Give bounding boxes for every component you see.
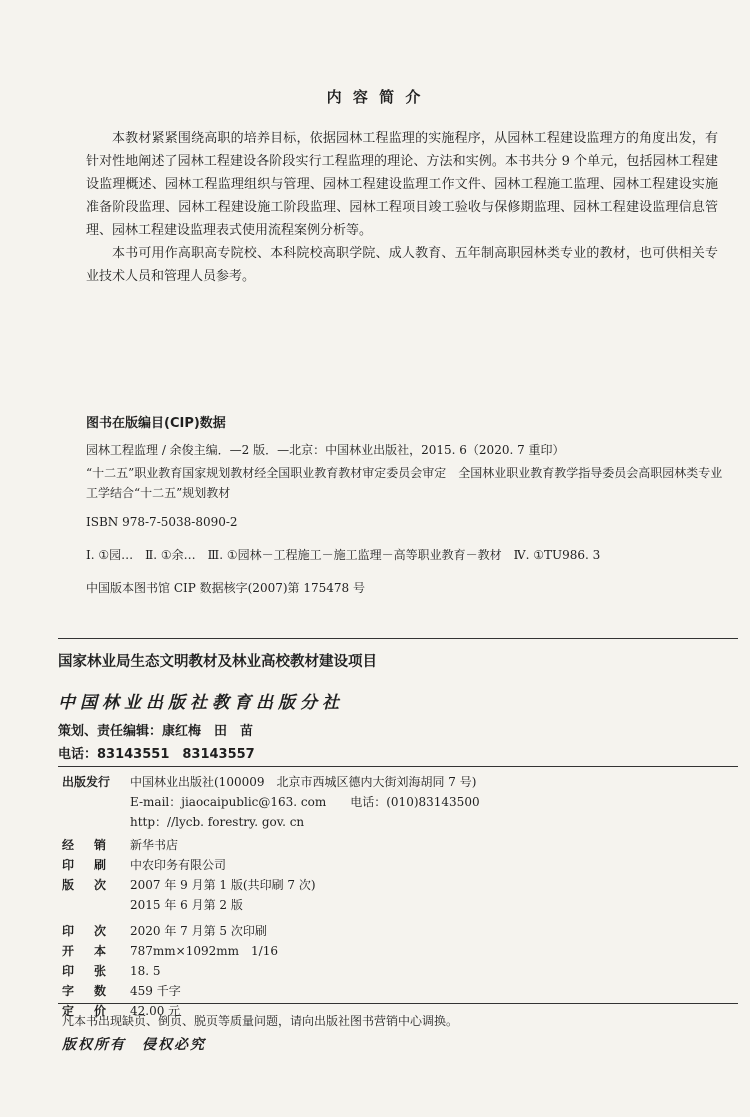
imprint-email: E-mail：jiaocaipublic@163. com 电话：(010)83143500 bbox=[130, 795, 480, 809]
summary-paragraph-2: 本书可用作高职高专院校、本科院校高职学院、成人教育、五年制高职园林类专业的教材，也可供相关专业技术人员和管理人员参考。 bbox=[86, 246, 718, 284]
cip-title: 图书在版编目(CIP)数据 bbox=[86, 416, 226, 431]
imprint-row: 开 本 787mm×1092mm 1/16 bbox=[62, 941, 722, 961]
imprint-distributor: 新华书店 bbox=[130, 838, 179, 852]
divider-bottom bbox=[58, 1003, 738, 1004]
rights-notice: 版权所有 侵权必究 bbox=[62, 1037, 206, 1053]
imprint-row: 版 次 2007 年 9 月第 1 版(共印刷 7 次) bbox=[62, 875, 722, 895]
imprint-url: http：//lycb. forestry. gov. cn bbox=[130, 815, 305, 829]
summary-paragraph-1: 本教材紧紧围绕高职的培养目标，依据园林工程监理的实施程序，从园林工程建设监理方的角度出发，有针对性地阐述了园林工程建设各阶段实行工程监理的理论、方法和实例。本书共分 9 个单元，包括园林工程建设监理概述、园林工程监理组织与管理、园林工程建设监理工作文件、园林工程施工监理、园林工程建设实施准备阶段监理、园林工程建设施工阶段监理、园林工程项目竣工验收与保修期监理、园林工程建设监理信息管理、园林工程建设监理表式使用流程案例分析等。 bbox=[86, 131, 718, 238]
cip-verification: 中国版本图书馆 CIP 数据核字(2007)第 175478 号 bbox=[86, 581, 365, 595]
imprint-word-count: 459 千字 bbox=[130, 984, 181, 998]
imprint-publish-address: 中国林业出版社(100009 北京市西城区德内大街刘海胡同 7 号) bbox=[130, 775, 477, 789]
imprint-row-email bbox=[62, 792, 722, 812]
imprint-row: 定 价 42.00 元 bbox=[62, 1001, 722, 1021]
imprint-row: 印 张 18. 5 bbox=[62, 961, 722, 981]
imprint-sheets: 18. 5 bbox=[130, 964, 161, 978]
imprint-row bbox=[62, 895, 722, 915]
imprint-row: 印 刷 中农印务有限公司 bbox=[62, 855, 722, 875]
imprint-row: 字 数 459 千字 bbox=[62, 981, 722, 1001]
imprint-label-publish: 出版发行 bbox=[62, 775, 111, 789]
imprint-row: 印 次 2020 年 7 月第 5 次印刷 bbox=[62, 921, 722, 941]
divider-middle bbox=[58, 766, 738, 767]
summary-body bbox=[86, 127, 718, 288]
defect-notice: 凡本书出现缺页、倒页、脱页等质量问题，请向出版社图书营销中心调换。 bbox=[62, 1014, 459, 1028]
cip-classification: Ⅰ. ①园… Ⅱ. ①余… Ⅲ. ①园林－工程施工－施工监理－高等职业教育－教材 Ⅳ. ①TU986. 3 bbox=[86, 548, 601, 562]
imprint-edition: 2007 年 9 月第 1 版(共印刷 7 次) bbox=[130, 878, 316, 892]
imprint-printer: 中农印务有限公司 bbox=[130, 858, 227, 872]
publisher-brand: 中国林业出版社教育出版分社 bbox=[58, 693, 344, 713]
imprint-edition-2: 2015 年 6 月第 2 版 bbox=[130, 898, 243, 912]
project-title: 国家林业局生态文明教材及林业高校教材建设项目 bbox=[58, 654, 377, 670]
cip-record-1: 园林工程监理 / 余俊主编．—2 版．—北京：中国林业出版社，2015. 6（2020. 7 重印） bbox=[86, 443, 565, 457]
summary-heading: 内 容 简 介 bbox=[326, 88, 424, 106]
editors-line: 策划、责任编辑：康红梅 田 苗 bbox=[58, 724, 254, 739]
divider-top bbox=[58, 638, 738, 639]
cip-isbn: ISBN 978-7-5038-8090-2 bbox=[86, 515, 238, 529]
cip-record-2: “十二五”职业教育国家规划教材经全国职业教育教材审定委员会审定 全国林业职业教育教学指导委员会高职园林类专业工学结合“十二五”规划教材 bbox=[86, 466, 723, 500]
phones-line: 电话：83143551 83143557 bbox=[58, 747, 255, 762]
imprint-table bbox=[62, 772, 722, 1021]
imprint-row-publish bbox=[62, 772, 722, 792]
imprint-format: 787mm×1092mm 1/16 bbox=[130, 944, 278, 958]
imprint-printing: 2020 年 7 月第 5 次印刷 bbox=[130, 924, 267, 938]
imprint-price: 42.00 元 bbox=[130, 1004, 181, 1018]
imprint-row-url bbox=[62, 812, 722, 832]
imprint-row: 经 销 新华书店 bbox=[62, 835, 722, 855]
